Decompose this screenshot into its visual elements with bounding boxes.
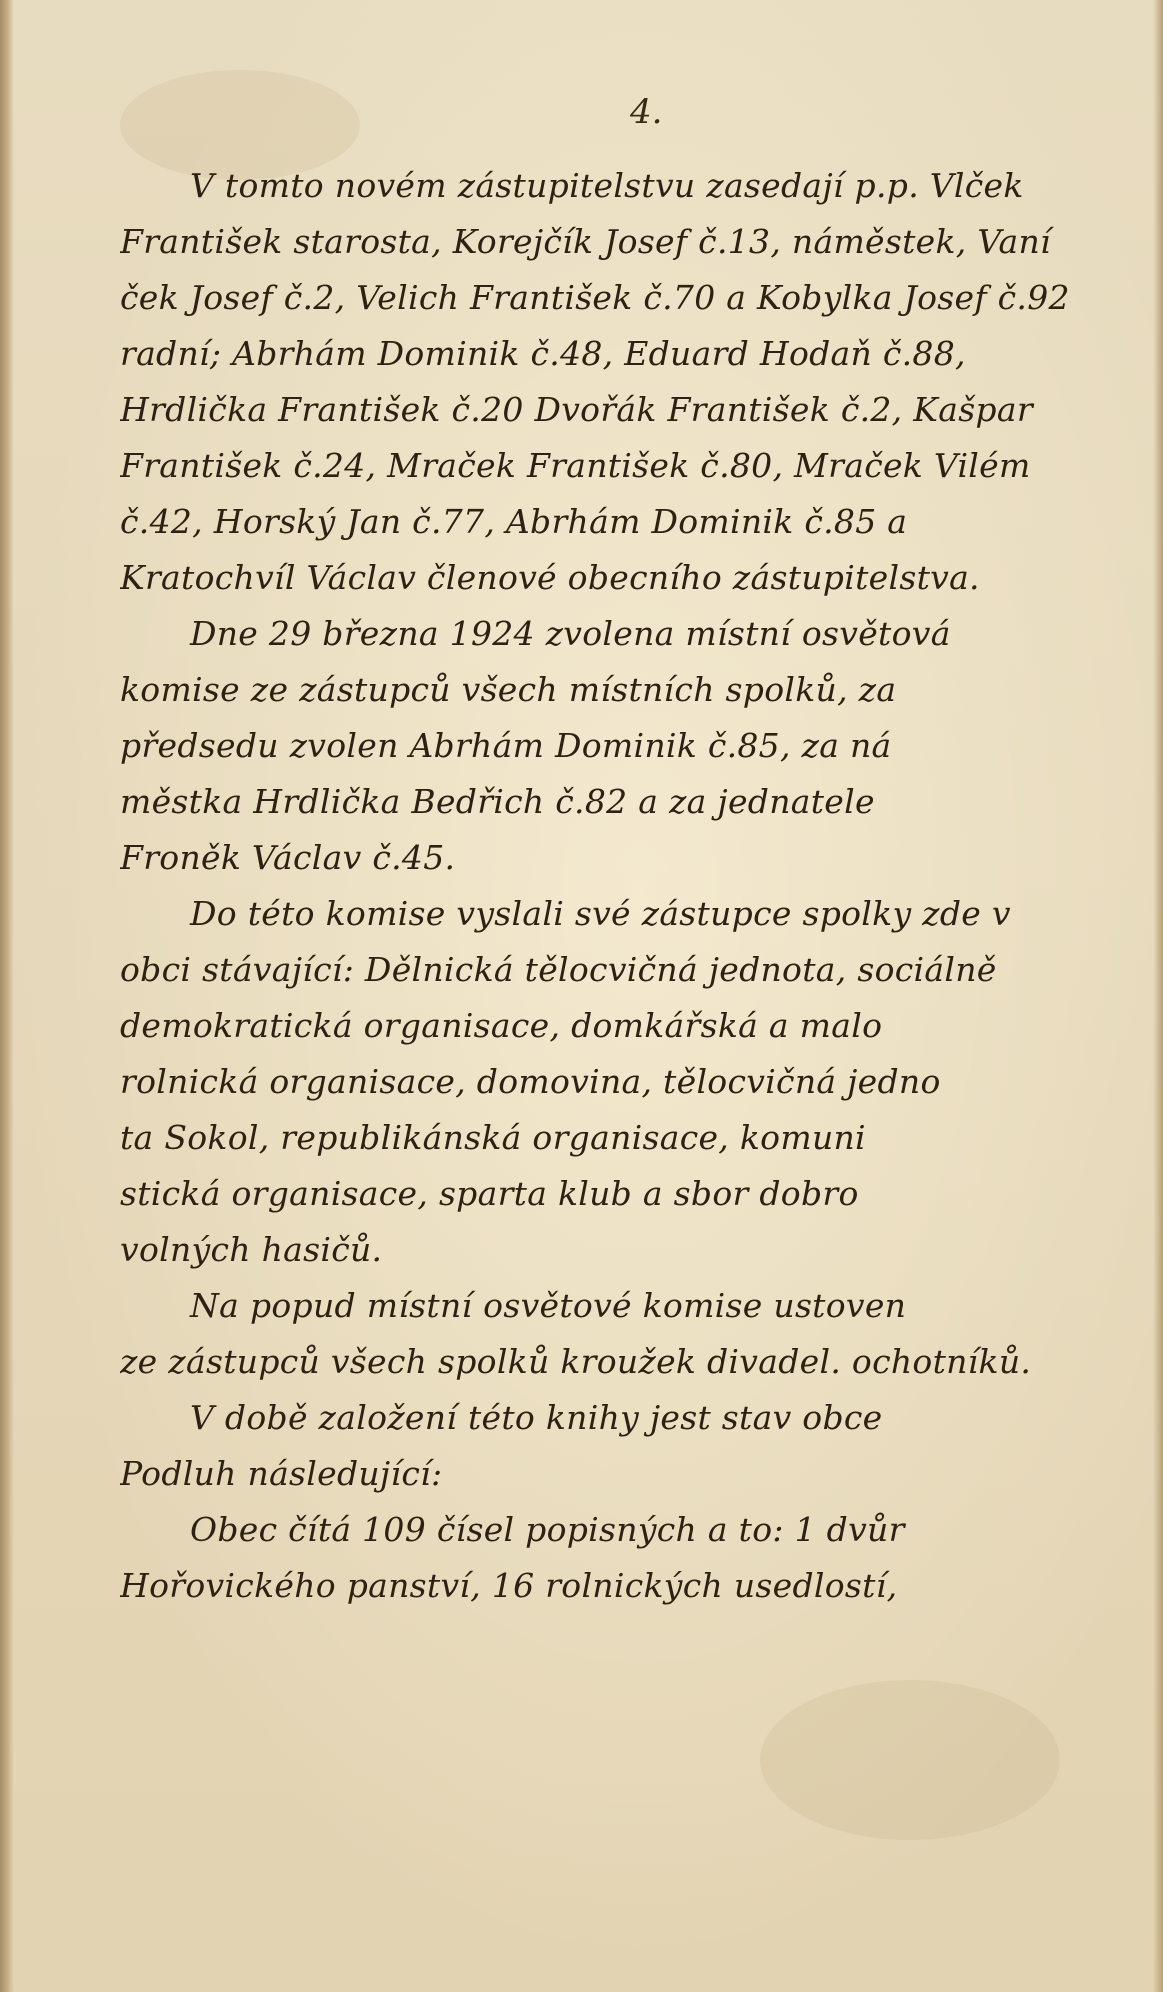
text-line: volných hasičů. — [120, 1230, 383, 1269]
text-line: Dne 29 března 1924 zvolena místní osvětová — [190, 614, 951, 653]
text-line: Podluh následující: — [120, 1454, 443, 1493]
text-line: stická organisace, sparta klub a sbor dobro — [120, 1174, 859, 1213]
text-line: Na popud místní osvětové komise ustoven — [190, 1286, 907, 1325]
text-line: František starosta, Korejčík Josef č.13, náměstek, Vaní — [120, 222, 1051, 261]
text-line: Froněk Václav č.45. — [120, 838, 456, 877]
text-line: č.42, Horský Jan č.77, Abrhám Dominik č.85 a — [120, 502, 908, 541]
text-line: Hořovického panství, 16 rolnických usedlostí, — [120, 1566, 898, 1605]
page-edge-left — [0, 0, 14, 1992]
text-line: Obec čítá 109 čísel popisných a to: 1 dvůr — [190, 1510, 905, 1549]
text-line: ze zástupců všech spolků kroužek divadel. ochotníků. — [120, 1342, 1032, 1381]
text-line: demokratická organisace, domkářská a malo — [120, 1006, 883, 1045]
text-line: V době založení této knihy jest stav obce — [190, 1398, 883, 1437]
text-line: Kratochvíl Václav členové obecního zástupitelstva. — [120, 558, 980, 597]
text-line: obci stávající: Dělnická tělocvičná jednota, sociálně — [120, 950, 997, 989]
text-line: radní; Abrhám Dominik č.48, Eduard Hodaň č.88, — [120, 334, 966, 373]
text-line: městka Hrdlička Bedřich č.82 a za jednatele — [120, 782, 875, 821]
text-line: ček Josef č.2, Velich František č.70 a Kobylka Josef č.92 — [120, 278, 1070, 317]
text-line: předsedu zvolen Abrhám Dominik č.85, za ná — [120, 726, 892, 765]
text-line: Hrdlička František č.20 Dvořák František č.2, Kašpar — [120, 390, 1033, 429]
handwritten-text — [120, 158, 1090, 1918]
text-line: rolnická organisace, domovina, tělocvičná jedno — [120, 1062, 941, 1101]
page-number: 4. — [630, 92, 663, 132]
text-line: komise ze zástupců všech místních spolků, za — [120, 670, 897, 709]
page-edge-right — [1153, 0, 1163, 1992]
text-line: V tomto novém zástupitelstvu zasedají p.p. Vlček — [190, 166, 1024, 205]
text-line: František č.24, Mraček František č.80, Mraček Vilém — [120, 446, 1031, 485]
text-line: Do této komise vyslali své zástupce spolky zde v — [190, 894, 1011, 933]
text-line: ta Sokol, republikánská organisace, komuni — [120, 1118, 866, 1157]
